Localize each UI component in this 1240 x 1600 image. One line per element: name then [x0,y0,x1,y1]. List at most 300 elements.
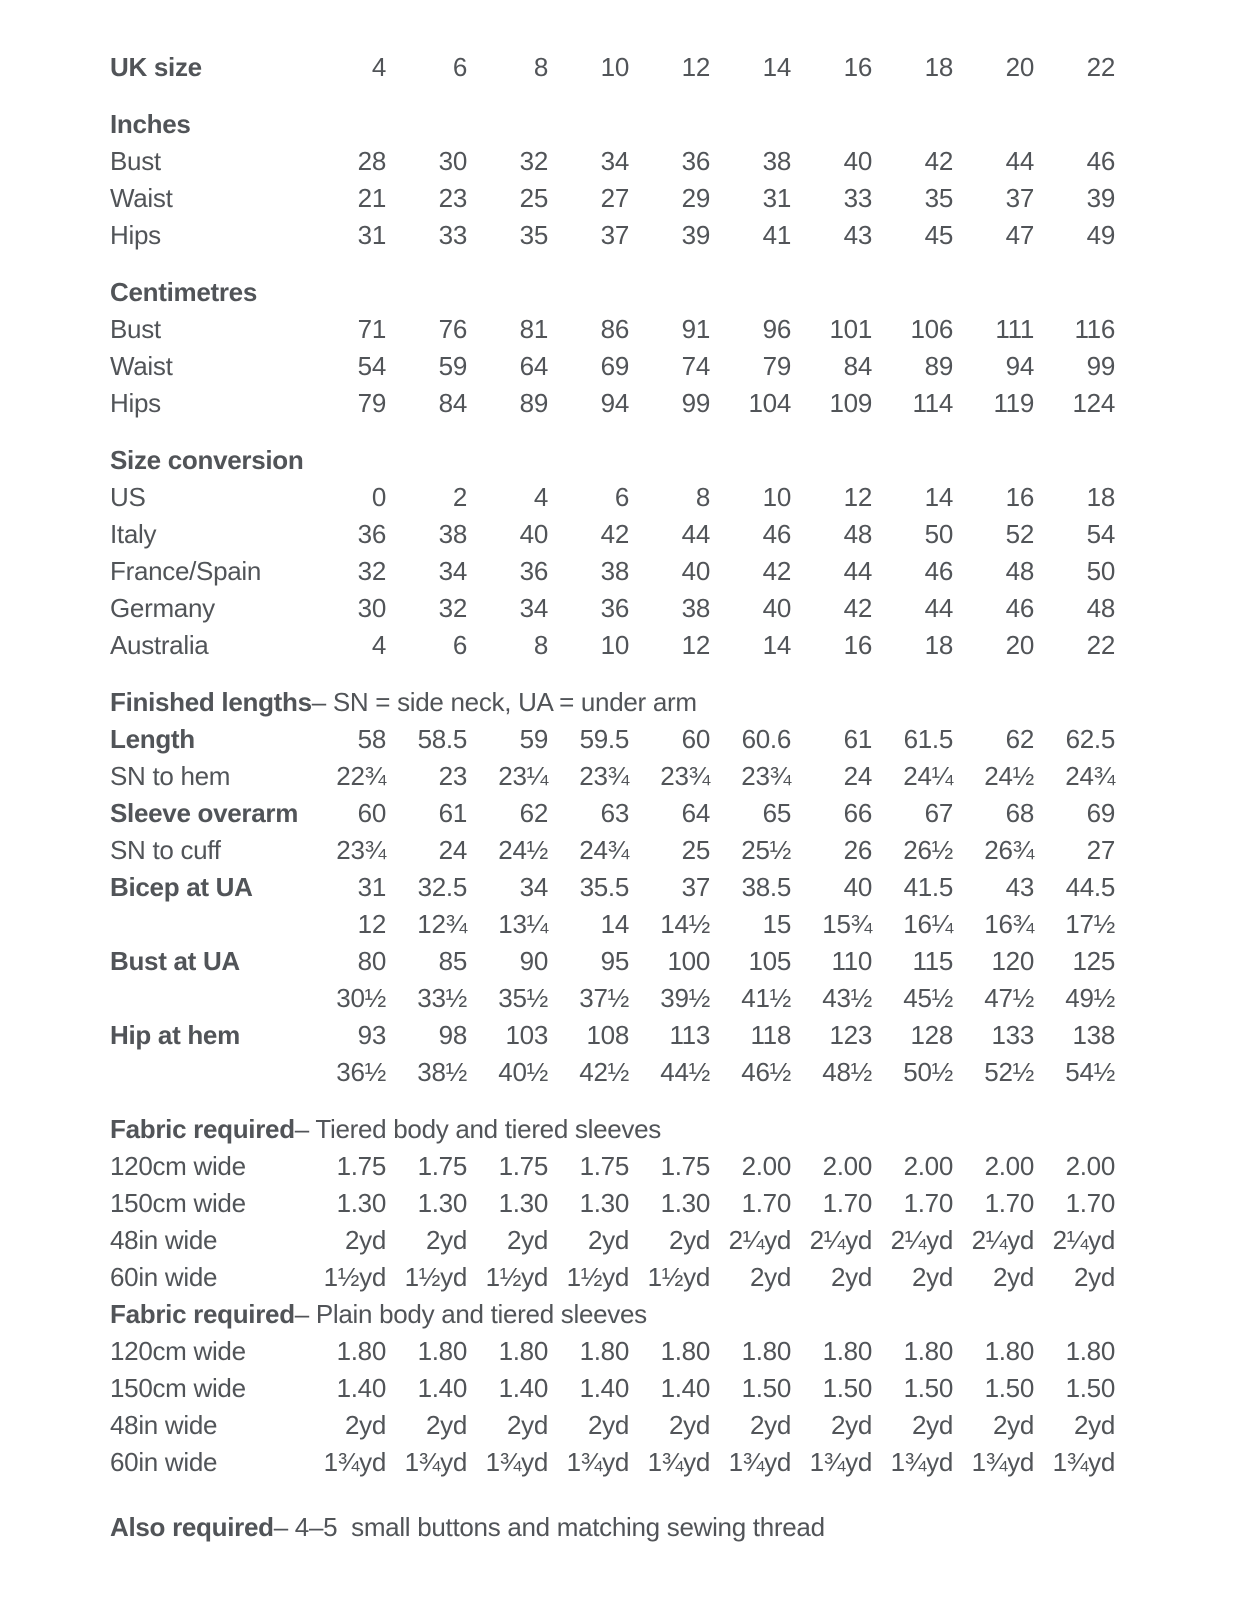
row-label: Bust at UA [110,946,240,976]
cell-value: 65 [762,798,791,828]
cell-value: 64 [681,798,710,828]
cell-value: 39½ [660,983,710,1013]
row-label: Germany [110,593,215,623]
cell-value: 101 [829,314,872,344]
table-row [110,980,1240,1017]
cell-value: 32.5 [417,872,467,902]
table-row [110,1444,1240,1481]
cell-value: 104 [748,388,791,418]
cell-value: 61 [843,724,872,754]
table-row [110,721,1240,758]
cell-value: 37 [1005,183,1034,213]
cell-value: 120 [991,946,1034,976]
cell-value: 103 [505,1020,548,1050]
cell-value: 34 [519,593,548,623]
table-row [110,516,1240,553]
cell-value: 1.80 [336,1336,386,1366]
cell-value: 113 [669,1020,710,1050]
cell-value: 125 [1072,946,1115,976]
cell-value: 2yd [830,1410,872,1440]
cell-value: 24½ [498,835,548,865]
cell-value: 2¼yd [809,1225,872,1255]
cell-value: 1.50 [822,1373,872,1403]
cell-value: 1.30 [417,1188,467,1218]
table-row [110,385,1240,422]
cell-value: 2¼yd [890,1225,953,1255]
cell-value: 94 [600,388,629,418]
cell-value: 6 [452,52,467,82]
section-heading-title: Fabric required [110,1299,295,1329]
cell-value: 105 [748,946,791,976]
cell-value: 60 [681,724,710,754]
cell-value: 27 [1086,835,1115,865]
cell-value: 4 [371,52,386,82]
table-row [110,1370,1240,1407]
row-label: Australia [110,630,209,660]
cell-value: 15 [762,909,791,939]
cell-value: 99 [681,388,710,418]
cell-value: 2yd [668,1410,710,1440]
cell-value: 2yd [1073,1262,1115,1292]
cell-value: 1.50 [741,1373,791,1403]
row-label: UK size [110,52,202,82]
cell-value: 45 [924,220,953,250]
also-required-note [110,1509,1240,1546]
section-heading [110,106,1240,143]
row-label: SN to cuff [110,835,221,865]
cell-value: 84 [843,351,872,381]
cell-value: 22 [1086,52,1115,82]
table-row [110,869,1240,906]
also-required-label: Also required [110,1512,274,1542]
cell-value: 1.80 [660,1336,710,1366]
cell-value: 60.6 [741,724,791,754]
row-label: 120cm wide [110,1336,246,1366]
cell-value: 2.00 [903,1151,953,1181]
cell-value: 10 [762,482,791,512]
cell-value: 39 [1086,183,1115,213]
row-label: France/Spain [110,556,262,586]
cell-value: 8 [533,52,548,82]
table-row [110,1148,1240,1185]
cell-value: 1.75 [579,1151,629,1181]
cell-value: 26¾ [984,835,1034,865]
cell-value: 10 [600,52,629,82]
cell-value: 44 [924,593,953,623]
cell-value: 35½ [498,983,548,1013]
cell-value: 52½ [984,1057,1034,1087]
row-label: 150cm wide [110,1373,246,1403]
cell-value: 32 [519,146,548,176]
cell-value: 26½ [903,835,953,865]
cell-value: 133 [991,1020,1034,1050]
cell-value: 1½yd [323,1262,386,1292]
cell-value: 1.80 [417,1336,467,1366]
cell-value: 18 [924,630,953,660]
cell-value: 40 [681,556,710,586]
cell-value: 60 [357,798,386,828]
row-label: Waist [110,351,173,381]
cell-value: 1.30 [498,1188,548,1218]
cell-value: 89 [519,388,548,418]
cell-value: 1.40 [660,1373,710,1403]
table-row [110,348,1240,385]
cell-value: 1.80 [984,1336,1034,1366]
cell-value: 116 [1074,314,1115,344]
cell-value: 14 [762,52,791,82]
cell-value: 48 [1005,556,1034,586]
cell-value: 16¾ [984,909,1034,939]
cell-value: 2.00 [984,1151,1034,1181]
cell-value: 42 [762,556,791,586]
cell-value: 49½ [1065,983,1115,1013]
cell-value: 2yd [344,1410,386,1440]
cell-value: 99 [1086,351,1115,381]
cell-value: 2.00 [741,1151,791,1181]
cell-value: 25½ [741,835,791,865]
cell-value: 59 [519,724,548,754]
cell-value: 1.80 [498,1336,548,1366]
cell-value: 35 [924,183,953,213]
cell-value: 15¾ [822,909,872,939]
cell-value: 1¾yd [971,1447,1034,1477]
section-heading [110,1111,1240,1148]
cell-value: 71 [357,314,386,344]
cell-value: 1.50 [903,1373,953,1403]
cell-value: 46 [762,519,791,549]
cell-value: 23 [438,183,467,213]
cell-value: 33 [843,183,872,213]
cell-value: 20 [1005,630,1034,660]
cell-value: 2yd [587,1225,629,1255]
row-label: 48in wide [110,1410,218,1440]
table-row [110,1259,1240,1296]
cell-value: 2yd [830,1262,872,1292]
cell-value: 89 [924,351,953,381]
cell-value: 1.75 [417,1151,467,1181]
table-row [110,1407,1240,1444]
cell-value: 54½ [1065,1057,1115,1087]
cell-value: 6 [614,482,629,512]
cell-value: 31 [762,183,791,213]
cell-value: 95 [600,946,629,976]
cell-value: 42½ [579,1057,629,1087]
table-row [110,627,1240,664]
cell-value: 2¼yd [728,1225,791,1255]
also-required-text: – 4–5 small buttons and matching sewing thread [273,1512,825,1542]
cell-value: 59.5 [579,724,629,754]
cell-value: 66 [843,798,872,828]
row-label: Italy [110,519,157,549]
cell-value: 29 [681,183,710,213]
cell-value: 52 [1005,519,1034,549]
cell-value: 28 [357,146,386,176]
cell-value: 1½yd [485,1262,548,1292]
cell-value: 24¾ [1065,761,1115,791]
cell-value: 1.75 [336,1151,386,1181]
cell-value: 2yd [425,1410,467,1440]
cell-value: 69 [600,351,629,381]
cell-value: 94 [1005,351,1034,381]
row-label: Length [110,724,195,754]
cell-value: 1¾yd [404,1447,467,1477]
cell-value: 2yd [992,1262,1034,1292]
cell-value: 33½ [417,983,467,1013]
cell-value: 124 [1072,388,1115,418]
cell-value: 110 [831,946,872,976]
table-row [110,943,1240,980]
cell-value: 38½ [417,1057,467,1087]
cell-value: 2¼yd [1052,1225,1115,1255]
cell-value: 1.50 [984,1373,1034,1403]
cell-value: 1.30 [336,1188,386,1218]
cell-value: 50 [1086,556,1115,586]
cell-value: 24 [843,761,872,791]
cell-value: 48 [1086,593,1115,623]
row-label: 120cm wide [110,1151,246,1181]
cell-value: 111 [995,314,1034,344]
cell-value: 1¾yd [323,1447,386,1477]
cell-value: 2yd [668,1225,710,1255]
cell-value: 2yd [992,1410,1034,1440]
cell-value: 1.75 [660,1151,710,1181]
table-row [110,311,1240,348]
row-label: 60in wide [110,1262,218,1292]
cell-value: 1.80 [741,1336,791,1366]
row-label: 150cm wide [110,1188,246,1218]
row-label: US [110,482,146,512]
cell-value: 42 [924,146,953,176]
cell-value: 18 [924,52,953,82]
cell-value: 41.5 [903,872,953,902]
cell-value: 123 [829,1020,872,1050]
cell-value: 1¾yd [647,1447,710,1477]
cell-value: 90 [519,946,548,976]
table-row [110,479,1240,516]
cell-value: 41½ [741,983,791,1013]
cell-value: 50 [924,519,953,549]
cell-value: 2¼yd [971,1225,1034,1255]
cell-value: 48 [843,519,872,549]
cell-value: 36 [681,146,710,176]
row-label: Bust [110,146,161,176]
cell-value: 16¼ [903,909,953,939]
cell-value: 46 [924,556,953,586]
cell-value: 24 [438,835,467,865]
cell-value: 23¾ [741,761,791,791]
cell-value: 81 [519,314,548,344]
cell-value: 23¾ [660,761,710,791]
cell-value: 12¾ [417,909,467,939]
cell-value: 40 [519,519,548,549]
table-row [110,49,1240,86]
section-heading-subtitle: – Plain body and tiered sleeves [294,1299,647,1329]
cell-value: 1.70 [903,1188,953,1218]
row-label: 60in wide [110,1447,218,1477]
cell-value: 68 [1005,798,1034,828]
table-row [110,1017,1240,1054]
cell-value: 30½ [336,983,386,1013]
cell-value: 2yd [506,1410,548,1440]
cell-value: 24¾ [579,835,629,865]
cell-value: 36 [357,519,386,549]
table-row [110,758,1240,795]
cell-value: 1½yd [566,1262,629,1292]
cell-value: 30 [357,593,386,623]
cell-value: 61.5 [903,724,953,754]
cell-value: 4 [533,482,548,512]
cell-value: 36 [519,556,548,586]
cell-value: 1¾yd [809,1447,872,1477]
cell-value: 86 [600,314,629,344]
cell-value: 2.00 [822,1151,872,1181]
cell-value: 100 [667,946,710,976]
cell-value: 1.40 [498,1373,548,1403]
cell-value: 108 [586,1020,629,1050]
cell-value: 37½ [579,983,629,1013]
row-label: Hips [110,220,161,250]
size-chart-table [110,49,1240,1481]
cell-value: 62 [1005,724,1034,754]
cell-value: 1.80 [903,1336,953,1366]
cell-value: 1¾yd [485,1447,548,1477]
cell-value: 20 [1005,52,1034,82]
cell-value: 6 [452,630,467,660]
cell-value: 54 [357,351,386,381]
cell-value: 118 [750,1020,791,1050]
cell-value: 12 [681,52,710,82]
row-label: SN to hem [110,761,231,791]
cell-value: 109 [829,388,872,418]
cell-value: 24¼ [903,761,953,791]
cell-value: 119 [993,388,1034,418]
cell-value: 18 [1086,482,1115,512]
cell-value: 85 [438,946,467,976]
cell-value: 40 [843,146,872,176]
cell-value: 1.70 [822,1188,872,1218]
cell-value: 74 [681,351,710,381]
cell-value: 47½ [984,983,1034,1013]
cell-value: 32 [357,556,386,586]
cell-value: 46 [1005,593,1034,623]
cell-value: 59 [438,351,467,381]
cell-value: 138 [1072,1020,1115,1050]
cell-value: 4 [371,630,386,660]
cell-value: 35 [519,220,548,250]
row-label: Bust [110,314,161,344]
cell-value: 62 [519,798,548,828]
cell-value: 12 [843,482,872,512]
cell-value: 50½ [903,1057,953,1087]
cell-value: 1.70 [1065,1188,1115,1218]
cell-value: 38 [681,593,710,623]
cell-value: 1½yd [404,1262,467,1292]
cell-value: 23¾ [336,835,386,865]
cell-value: 47 [1005,220,1034,250]
cell-value: 1½yd [647,1262,710,1292]
cell-value: 2yd [749,1262,791,1292]
cell-value: 36 [600,593,629,623]
cell-value: 58 [357,724,386,754]
section-heading-title: Fabric required [110,1114,295,1144]
cell-value: 40 [843,872,872,902]
row-label: Sleeve overarm [110,798,299,828]
section-heading [110,1296,1240,1333]
cell-value: 25 [519,183,548,213]
cell-value: 106 [910,314,953,344]
cell-value: 27 [600,183,629,213]
section-heading [110,442,1240,479]
cell-value: 1.30 [660,1188,710,1218]
cell-value: 58.5 [417,724,467,754]
cell-value: 38 [762,146,791,176]
cell-value: 1.70 [984,1188,1034,1218]
cell-value: 115 [912,946,953,976]
cell-value: 2yd [587,1410,629,1440]
cell-value: 17½ [1065,909,1115,939]
cell-value: 43 [843,220,872,250]
cell-value: 63 [600,798,629,828]
cell-value: 2.00 [1065,1151,1115,1181]
table-row [110,1054,1240,1091]
section-heading [110,684,1240,721]
cell-value: 16 [843,52,872,82]
section-heading [110,274,1240,311]
cell-value: 2yd [425,1225,467,1255]
cell-value: 34 [438,556,467,586]
cell-value: 44 [843,556,872,586]
cell-value: 49 [1086,220,1115,250]
cell-value: 44 [1005,146,1034,176]
cell-value: 76 [438,314,467,344]
cell-value: 12 [681,630,710,660]
cell-value: 98 [438,1020,467,1050]
row-label: 48in wide [110,1225,218,1255]
cell-value: 44½ [660,1057,710,1087]
cell-value: 36½ [336,1057,386,1087]
cell-value: 41 [762,220,791,250]
cell-value: 114 [912,388,953,418]
cell-value: 2 [452,482,467,512]
cell-value: 8 [533,630,548,660]
cell-value: 13¼ [498,909,548,939]
table-row [110,795,1240,832]
cell-value: 32 [438,593,467,623]
cell-value: 1.80 [1065,1336,1115,1366]
section-heading-title: Finished lengths [110,687,312,717]
cell-value: 2yd [749,1410,791,1440]
cell-value: 2yd [344,1225,386,1255]
cell-value: 1¾yd [566,1447,629,1477]
cell-value: 40 [762,593,791,623]
section-heading-title: Centimetres [110,277,257,307]
cell-value: 2yd [1073,1410,1115,1440]
cell-value: 16 [1005,482,1034,512]
cell-value: 42 [843,593,872,623]
cell-value: 24½ [984,761,1034,791]
cell-value: 1¾yd [1052,1447,1115,1477]
cell-value: 43 [1005,872,1034,902]
cell-value: 14 [600,909,629,939]
table-row [110,1222,1240,1259]
row-label: Waist [110,183,173,213]
cell-value: 84 [438,388,467,418]
cell-value: 93 [357,1020,386,1050]
cell-value: 31 [357,220,386,250]
cell-value: 45½ [903,983,953,1013]
cell-value: 1.40 [579,1373,629,1403]
cell-value: 25 [681,835,710,865]
